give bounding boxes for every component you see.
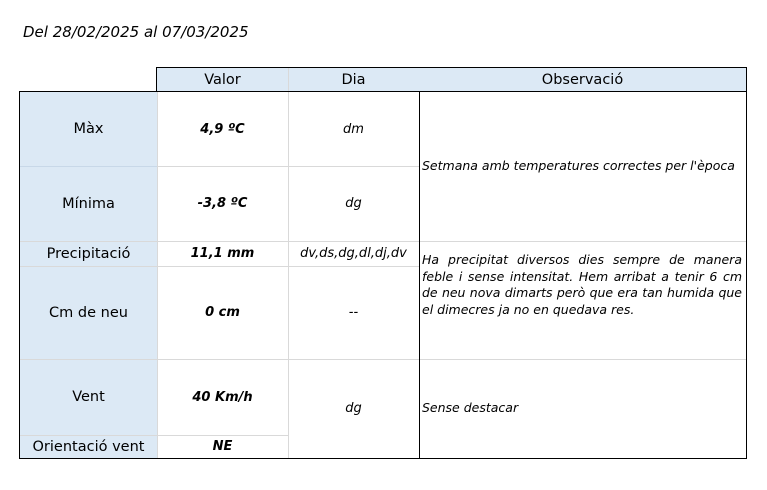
table-border: [19, 458, 747, 459]
table-border: [19, 91, 20, 459]
table-border: [156, 67, 157, 92]
grid-line: [20, 241, 746, 242]
value-precip: 11,1 mm: [190, 246, 255, 261]
grid-line: [157, 92, 158, 458]
grid-line: [20, 435, 288, 436]
day-neu: --: [348, 305, 359, 320]
label-neu: Cm de neu: [20, 266, 157, 359]
header-valor: Valor: [157, 68, 288, 91]
day-vent: dg: [345, 401, 362, 416]
table-border: [19, 91, 747, 92]
obs-precipitation: Ha precipitat diversos dies sempre de manera feble i sense intensitat. Hem arribat a tenir 6 cm de neu nova dimarts però que era tan humida que el dimecres ja no en quedava res.: [422, 252, 742, 317]
day-max: dm: [343, 121, 364, 137]
table-border: [157, 67, 747, 68]
value-max: 4,9 ºC: [200, 121, 245, 137]
date-range-title: Del 28/02/2025 al 07/03/2025: [23, 23, 249, 41]
header-observacio: Observació: [419, 68, 746, 91]
value-neu: 0 cm: [205, 305, 240, 320]
grid-line: [20, 166, 157, 167]
grid-line: [288, 68, 289, 458]
obs-temperatures: Setmana amb temperatures correctes per l'època: [422, 158, 735, 174]
day-precip: dv,ds,dg,dl,dj,dv: [300, 246, 407, 261]
label-min: Mínima: [20, 166, 157, 241]
header-dia: Dia: [288, 68, 419, 91]
label-vent: Vent: [20, 359, 157, 435]
value-min: -3,8 ºC: [197, 196, 248, 211]
grid-line: [20, 266, 419, 267]
day-min: dg: [345, 196, 362, 211]
value-vent: 40 Km/h: [192, 389, 253, 405]
table-border: [419, 91, 420, 459]
value-orient: NE: [212, 439, 233, 454]
obs-wind: Sense destacar: [422, 400, 519, 416]
label-precip: Precipitació: [20, 241, 157, 266]
table-border: [746, 67, 747, 459]
grid-line: [20, 359, 746, 360]
label-orient: Orientació vent: [20, 435, 157, 458]
label-max: Màx: [20, 92, 157, 166]
